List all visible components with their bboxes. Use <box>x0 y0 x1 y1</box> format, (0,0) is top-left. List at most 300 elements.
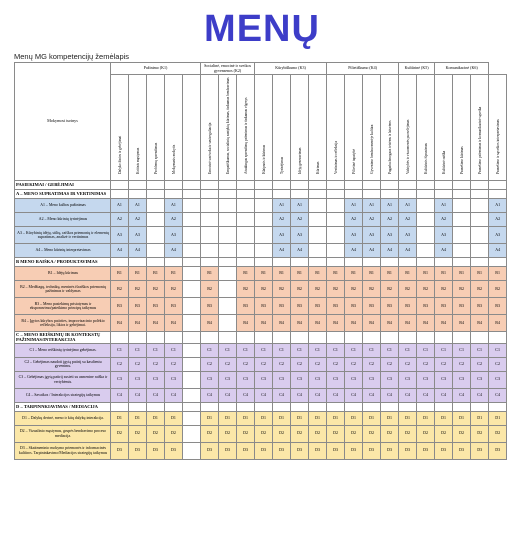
cell-code: B1 <box>153 270 158 276</box>
mapping-cell <box>147 425 165 442</box>
empty-cell <box>255 332 273 344</box>
mapping-cell <box>381 411 399 425</box>
subcompetency-header <box>435 75 453 181</box>
cell-code: A2 <box>369 216 375 222</box>
cell-code: A4 <box>369 247 375 253</box>
mapping-cell <box>471 281 489 298</box>
mapping-cell <box>291 357 309 371</box>
mapping-cell <box>255 281 273 298</box>
mapping-cell <box>309 267 327 281</box>
subcompetency-header <box>363 75 381 181</box>
empty-cell <box>183 190 201 199</box>
empty-cell <box>453 190 471 199</box>
cell-code: C2 <box>315 360 320 366</box>
mapping-cell <box>363 411 381 425</box>
mapping-cell <box>165 298 183 315</box>
cell-code: A3 <box>117 231 122 237</box>
cell-code: C3 <box>135 376 140 382</box>
mapping-cell <box>165 244 183 258</box>
mapping-cell <box>417 213 435 227</box>
mapping-cell <box>201 244 219 258</box>
cell-code: D1 <box>297 414 303 420</box>
mapping-cell <box>417 442 435 459</box>
empty-cell <box>273 190 291 199</box>
cell-code: D2 <box>279 430 285 436</box>
mapping-cell <box>129 411 147 425</box>
cell-code: B2 <box>315 285 320 291</box>
cell-code: D1 <box>243 414 249 420</box>
cell-code: D3 <box>297 447 303 453</box>
cell-code: D2 <box>495 430 501 436</box>
mapping-cell <box>327 411 345 425</box>
mapping-cell <box>111 425 129 442</box>
empty-cell <box>111 190 129 199</box>
mapping-cell <box>363 267 381 281</box>
cell-code: D1 <box>333 414 339 420</box>
mapping-cell <box>417 244 435 258</box>
cell-code: C1 <box>441 346 446 352</box>
cell-code: D3 <box>207 447 212 453</box>
cell-code: A2 <box>351 216 357 222</box>
mapping-cell <box>237 357 255 371</box>
cell-code: B3 <box>495 302 500 308</box>
mapping-cell <box>327 371 345 388</box>
cell-code: C1 <box>207 346 212 352</box>
mapping-cell <box>147 411 165 425</box>
mapping-cell <box>111 281 129 298</box>
mapping-cell <box>309 343 327 357</box>
mapping-cell <box>417 357 435 371</box>
mapping-cell <box>183 244 201 258</box>
cell-code: D1 <box>495 414 501 420</box>
cell-code: B3 <box>477 302 482 308</box>
empty-cell <box>309 402 327 411</box>
mapping-cell <box>489 213 507 227</box>
mapping-cell <box>165 411 183 425</box>
cell-code: D3 <box>387 447 393 453</box>
subcompetency-header <box>129 75 147 181</box>
mapping-cell <box>309 199 327 213</box>
mapping-cell <box>417 343 435 357</box>
mapping-cell <box>129 281 147 298</box>
cell-code: B1 <box>207 270 212 276</box>
mapping-cell <box>453 298 471 315</box>
empty-cell <box>291 402 309 411</box>
empty-cell <box>363 332 381 344</box>
cell-code: C2 <box>225 360 230 366</box>
mapping-cell <box>165 343 183 357</box>
table-row <box>15 227 507 244</box>
subcompetency-label: Idėjų generavimas <box>297 147 302 174</box>
subcompetency-header <box>345 75 363 181</box>
empty-cell <box>417 402 435 411</box>
mapping-cell <box>291 411 309 425</box>
cell-code: A4 <box>297 247 303 253</box>
section-heading-row <box>15 190 507 199</box>
cell-code: C4 <box>441 391 446 397</box>
cell-code: C4 <box>459 391 464 397</box>
mapping-cell <box>255 411 273 425</box>
mapping-cell <box>183 213 201 227</box>
cell-code: B4 <box>477 319 482 325</box>
mapping-cell <box>129 199 147 213</box>
cell-code: D2 <box>459 430 465 436</box>
cell-code: B1 <box>135 270 140 276</box>
subcompetency-label: Atsakingas sprendimų priėmimas ir tinkamas elgesys <box>243 97 248 174</box>
empty-cell <box>327 181 345 190</box>
mapping-cell <box>219 357 237 371</box>
cell-code: C2 <box>405 360 410 366</box>
empty-cell <box>345 402 363 411</box>
mapping-cell <box>129 343 147 357</box>
mapping-cell <box>489 357 507 371</box>
empty-cell <box>489 258 507 267</box>
mapping-cell <box>309 442 327 459</box>
mapping-cell <box>345 315 363 332</box>
empty-cell <box>453 258 471 267</box>
mapping-cell <box>435 388 453 402</box>
empty-cell <box>237 181 255 190</box>
mapping-cell <box>273 388 291 402</box>
cell-code: B4 <box>153 319 158 325</box>
mapping-cell <box>453 267 471 281</box>
subcompetency-label: Emocinė savivoka ir savireguliacija <box>207 122 212 174</box>
mapping-cell <box>453 371 471 388</box>
cell-code: A4 <box>279 247 285 253</box>
mapping-cell <box>345 425 363 442</box>
cell-code: A3 <box>369 231 375 237</box>
table-row <box>15 442 507 459</box>
mapping-cell <box>165 267 183 281</box>
mapping-cell <box>363 371 381 388</box>
mapping-cell <box>345 343 363 357</box>
empty-cell <box>381 402 399 411</box>
empty-cell <box>183 402 201 411</box>
section-heading: C – MENO REIŠKINIŲ IR KONTEKSTŲ PAŽINIMAS/INTERAKCIJA <box>15 332 111 344</box>
subcompetency-label: Gyvenimo bendruomenėje kultūra <box>369 124 374 174</box>
cell-code: B2 <box>153 285 158 291</box>
cell-code: D2 <box>297 430 303 436</box>
cell-code: D3 <box>423 447 429 453</box>
cell-code: C4 <box>117 391 122 397</box>
mapping-cell <box>345 388 363 402</box>
subcompetency-label: Problemų sprendimas <box>153 142 158 174</box>
cell-code: A1 <box>351 202 357 208</box>
mapping-cell <box>381 199 399 213</box>
cell-code: A3 <box>495 231 501 237</box>
mapping-cell <box>219 267 237 281</box>
mapping-cell <box>165 425 183 442</box>
empty-cell <box>201 190 219 199</box>
table-row <box>15 343 507 357</box>
mapping-cell <box>363 425 381 442</box>
cell-code: C2 <box>297 360 302 366</box>
mapping-cell <box>345 281 363 298</box>
mapping-cell <box>273 227 291 244</box>
mapping-cell <box>471 343 489 357</box>
mapping-cell <box>489 442 507 459</box>
mapping-cell <box>291 388 309 402</box>
mapping-cell <box>435 244 453 258</box>
mapping-cell <box>201 199 219 213</box>
cell-code: D2 <box>153 430 158 436</box>
mapping-cell <box>201 388 219 402</box>
cell-code: C4 <box>297 391 302 397</box>
mapping-cell <box>237 343 255 357</box>
empty-cell <box>309 258 327 267</box>
subcompetency-header <box>255 75 273 181</box>
mapping-cell <box>489 244 507 258</box>
mapping-cell <box>183 315 201 332</box>
empty-cell <box>399 332 417 344</box>
cell-code: C1 <box>297 346 302 352</box>
subcompetency-header <box>399 75 417 181</box>
cell-code: D2 <box>369 430 375 436</box>
mapping-cell <box>219 244 237 258</box>
cell-code: A4 <box>495 247 501 253</box>
mapping-cell <box>363 244 381 258</box>
mapping-cell <box>327 244 345 258</box>
mapping-cell <box>237 267 255 281</box>
cell-code: B4 <box>369 319 374 325</box>
cell-code: C3 <box>369 376 374 382</box>
mapping-cell <box>489 411 507 425</box>
mapping-cell <box>417 267 435 281</box>
mapping-cell <box>435 411 453 425</box>
mapping-cell <box>453 357 471 371</box>
mapping-cell <box>417 388 435 402</box>
mapping-cell <box>255 315 273 332</box>
mapping-cell <box>147 357 165 371</box>
cell-code: D2 <box>225 430 230 436</box>
table-row <box>15 411 507 425</box>
mapping-cell <box>147 213 165 227</box>
cell-code: C4 <box>387 391 392 397</box>
cell-code: D1 <box>459 414 465 420</box>
empty-cell <box>273 402 291 411</box>
mapping-cell <box>435 343 453 357</box>
mapping-cell <box>309 425 327 442</box>
cell-code: B4 <box>423 319 428 325</box>
cell-code: B4 <box>279 319 284 325</box>
cell-code: B3 <box>351 302 356 308</box>
mapping-cell <box>165 199 183 213</box>
cell-code: C3 <box>351 376 356 382</box>
mapping-cell <box>111 411 129 425</box>
mapping-cell <box>399 371 417 388</box>
cell-code: A2 <box>279 216 285 222</box>
mapping-cell <box>417 411 435 425</box>
mapping-cell <box>273 371 291 388</box>
cell-code: B1 <box>477 270 482 276</box>
mapping-cell <box>309 244 327 258</box>
cell-code: D3 <box>279 447 285 453</box>
mapping-cell <box>165 388 183 402</box>
cell-code: A1 <box>405 202 411 208</box>
row-label: D1 – Dalykų derinė, meno ir kitų dalykų interakcija. <box>15 411 111 425</box>
cell-code: C2 <box>171 360 176 366</box>
mapping-cell <box>435 425 453 442</box>
mapping-cell <box>327 425 345 442</box>
cell-code: B1 <box>171 270 176 276</box>
mapping-cell <box>417 298 435 315</box>
cell-code: C3 <box>207 376 212 382</box>
row-label: C1 – Meno reiškinių tyrinėjimo gebėjimas. <box>15 343 111 357</box>
row-label: D3 – Skaitmeninio mokymo priemonės ir informacinės kultūros. Tarpininkavimo/Mediacijos strategijų taikymas <box>15 442 111 459</box>
mapping-cell <box>273 267 291 281</box>
table-row <box>15 267 507 281</box>
mapping-cell <box>255 343 273 357</box>
mapping-cell <box>399 227 417 244</box>
mapping-cell <box>327 343 345 357</box>
cell-code: C1 <box>333 346 338 352</box>
cell-code: B1 <box>351 270 356 276</box>
empty-cell <box>435 181 453 190</box>
mapping-cell <box>273 315 291 332</box>
mapping-cell <box>201 442 219 459</box>
empty-cell <box>435 258 453 267</box>
mapping-cell <box>345 244 363 258</box>
empty-cell <box>399 190 417 199</box>
mapping-cell <box>471 425 489 442</box>
subcompetency-label: Išlaipsnis ir kūrimas <box>261 144 266 174</box>
mapping-cell <box>345 357 363 371</box>
mapping-cell <box>399 357 417 371</box>
mapping-cell <box>129 298 147 315</box>
mapping-cell <box>435 371 453 388</box>
mapping-cell <box>291 244 309 258</box>
mapping-cell <box>129 357 147 371</box>
cell-code: B4 <box>135 319 140 325</box>
mapping-cell <box>471 199 489 213</box>
cell-code: B3 <box>261 302 266 308</box>
empty-cell <box>237 258 255 267</box>
cell-code: C3 <box>405 376 410 382</box>
mapping-cell <box>489 298 507 315</box>
mapping-cell <box>291 267 309 281</box>
mapping-cell <box>417 227 435 244</box>
subcompetency-header <box>471 75 489 181</box>
cell-code: B1 <box>459 270 464 276</box>
cell-code: A2 <box>135 216 140 222</box>
mapping-cell <box>201 213 219 227</box>
cell-code: A2 <box>405 216 411 222</box>
mapping-cell <box>327 357 345 371</box>
mapping-cell <box>399 298 417 315</box>
empty-cell <box>219 402 237 411</box>
cell-code: A2 <box>117 216 122 222</box>
empty-cell <box>147 402 165 411</box>
cell-code: C3 <box>117 376 122 382</box>
mapping-cell <box>201 411 219 425</box>
cell-code: C1 <box>423 346 428 352</box>
mapping-cell <box>381 298 399 315</box>
cell-code: B2 <box>387 285 392 291</box>
mapping-cell <box>255 244 273 258</box>
cell-code: D3 <box>477 447 483 453</box>
cell-code: C4 <box>369 391 374 397</box>
cell-code: B3 <box>459 302 464 308</box>
cell-code: A3 <box>351 231 357 237</box>
cell-code: C2 <box>207 360 212 366</box>
mapping-cell <box>237 199 255 213</box>
mapping-cell <box>129 371 147 388</box>
empty-cell <box>309 332 327 344</box>
mapping-cell <box>345 411 363 425</box>
mapping-cell <box>327 267 345 281</box>
mapping-cell <box>363 343 381 357</box>
empty-cell <box>399 402 417 411</box>
cell-code: B2 <box>441 285 446 291</box>
empty-cell <box>471 181 489 190</box>
mapping-cell <box>309 315 327 332</box>
cell-code: A4 <box>135 247 140 253</box>
cell-code: C2 <box>153 360 158 366</box>
cell-code: A1 <box>171 202 176 208</box>
empty-cell <box>399 258 417 267</box>
mapping-cell <box>237 281 255 298</box>
subcompetency-header <box>417 75 435 181</box>
cell-code: A4 <box>441 247 447 253</box>
row-label: A2 – Meno kūrinių tyrinėjimas <box>15 213 111 227</box>
cell-code: D3 <box>135 447 140 453</box>
sheet-title: Menų MG kompetencijų žemėlapis <box>14 52 130 61</box>
mapping-cell <box>381 343 399 357</box>
mapping-cell <box>399 244 417 258</box>
mapping-cell <box>255 298 273 315</box>
mapping-cell <box>309 388 327 402</box>
cell-code: D2 <box>405 430 411 436</box>
cell-code: D1 <box>135 414 140 420</box>
mapping-cell <box>435 315 453 332</box>
empty-cell <box>471 258 489 267</box>
mapping-cell <box>327 442 345 459</box>
subcompetency-label: Kultūrinis išprusimas <box>423 143 428 174</box>
cell-code: D2 <box>261 430 267 436</box>
competency-group-header: Kultūrinė (K5) <box>399 63 435 75</box>
mapping-cell <box>219 227 237 244</box>
cell-code: D3 <box>117 447 122 453</box>
cell-code: B2 <box>207 285 212 291</box>
mapping-cell <box>147 199 165 213</box>
mapping-cell <box>111 244 129 258</box>
mapping-cell <box>291 227 309 244</box>
mapping-cell <box>471 315 489 332</box>
cell-code: D2 <box>441 430 447 436</box>
cell-code: C2 <box>441 360 446 366</box>
mapping-cell <box>129 315 147 332</box>
mapping-cell <box>183 227 201 244</box>
mapping-cell <box>147 315 165 332</box>
mapping-cell <box>471 371 489 388</box>
empty-cell <box>453 181 471 190</box>
mapping-cell <box>453 315 471 332</box>
cell-code: C4 <box>279 391 284 397</box>
mapping-cell <box>183 281 201 298</box>
cell-code: C4 <box>405 391 410 397</box>
empty-cell <box>381 258 399 267</box>
cell-code: A1 <box>279 202 285 208</box>
cell-code: C3 <box>495 376 500 382</box>
mapping-cell <box>237 371 255 388</box>
mapping-cell <box>111 315 129 332</box>
subcompetency-label: Kritinis mąstymas <box>135 147 140 174</box>
cell-code: B4 <box>117 319 122 325</box>
cell-code: D1 <box>153 414 158 420</box>
mapping-cell <box>183 267 201 281</box>
empty-cell <box>147 258 165 267</box>
cell-code: C3 <box>243 376 248 382</box>
